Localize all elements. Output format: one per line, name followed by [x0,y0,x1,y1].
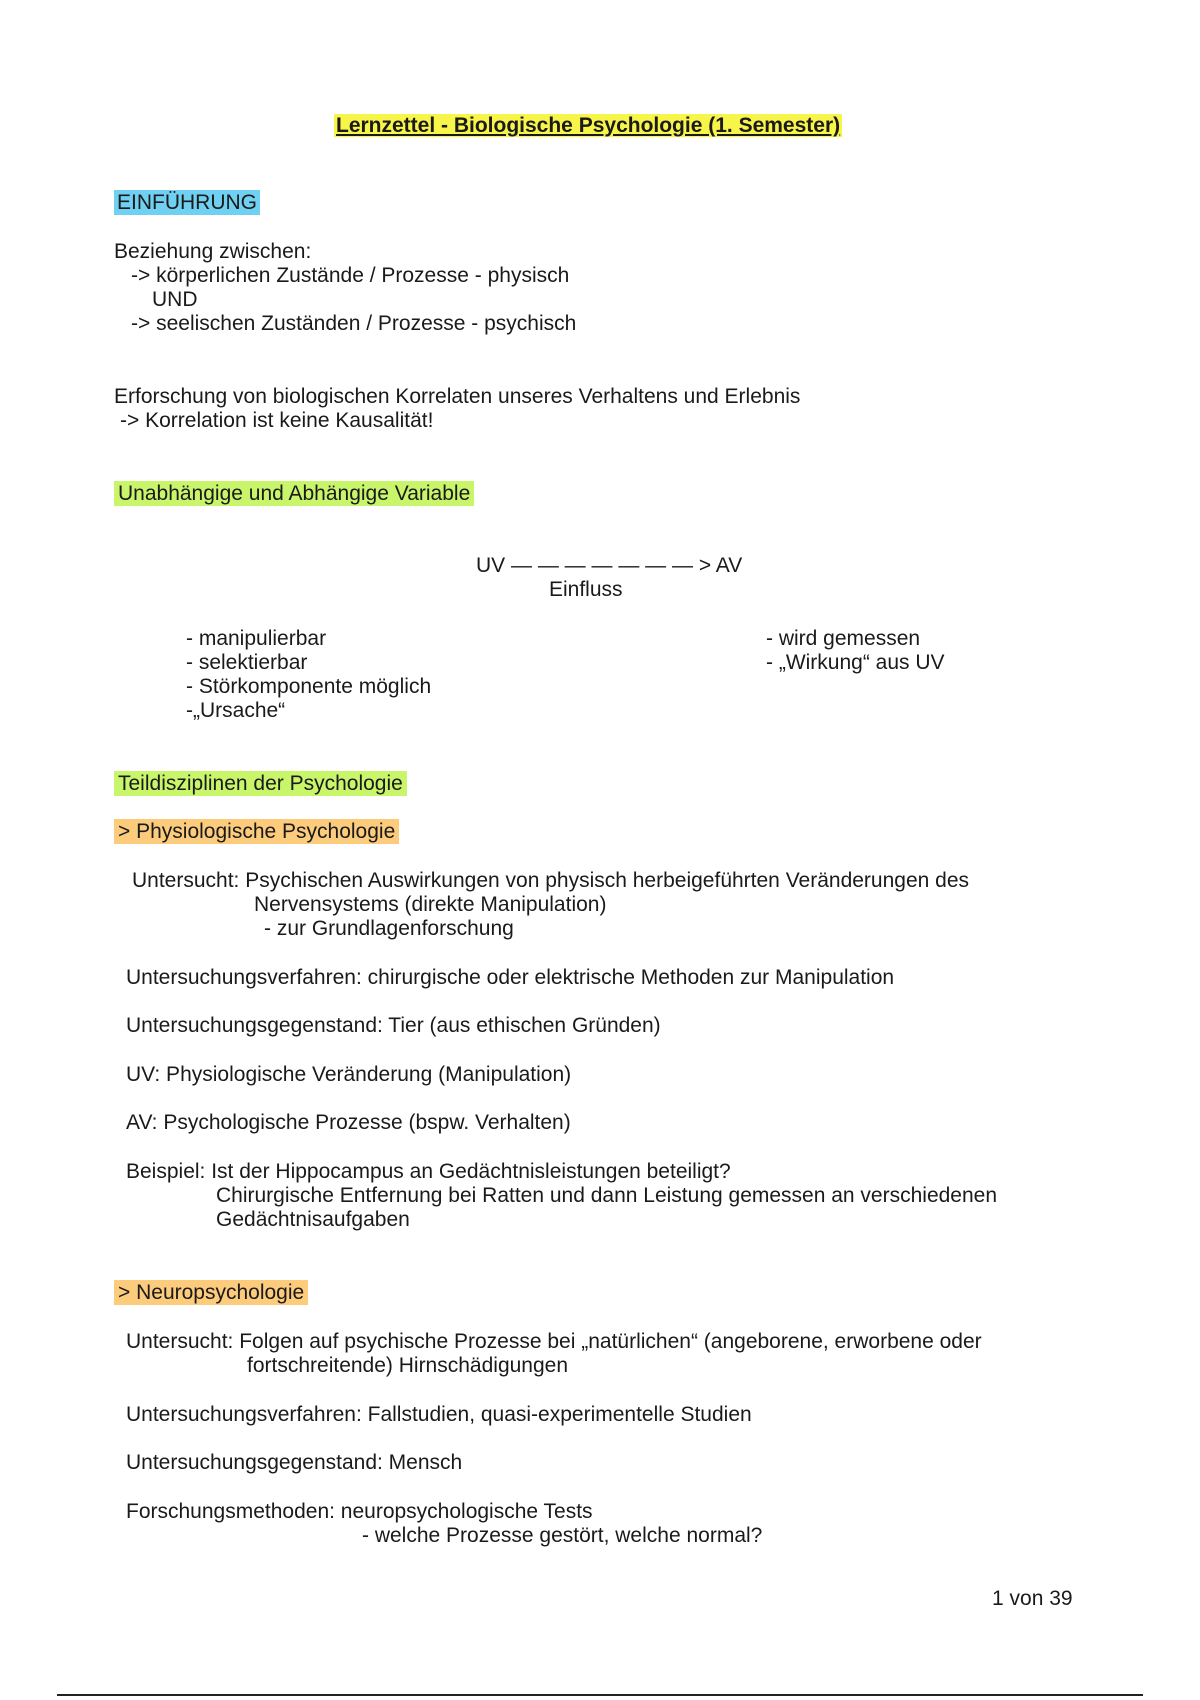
physio-line: Untersuchungsverfahren: chirurgische oder elektrische Methoden zur Manipulation [126,966,895,989]
physio-line: Gedächtnisaufgaben [216,1208,410,1231]
intro-line: UND [152,288,198,311]
physio-line: AV: Psychologische Prozesse (bspw. Verhalten) [126,1111,571,1134]
intro-line: -> körperlichen Zustände / Prozesse - physisch [131,264,570,287]
uv-item: -„Ursache“ [186,699,286,722]
subsection-heading-teildisziplinen: Teildisziplinen der Psychologie [114,771,407,796]
intro-line: Beziehung zwischen: [114,240,312,263]
physio-line: Untersucht: Psychischen Auswirkungen von physisch herbeigeführten Veränderungen des [132,869,970,892]
neuro-line: Untersucht: Folgen auf psychische Prozesse bei „natürlichen“ (angeborene, erworbene oder [126,1330,982,1353]
neuro-line: fortschreitende) Hirnschädigungen [247,1354,569,1377]
intro-line: -> seelischen Zuständen / Prozesse - psychisch [131,312,577,335]
document-title: Lernzettel - Biologische Psychologie (1. Semester) [336,114,841,137]
subsection-heading-variables: Unabhängige und Abhängige Variable [114,481,474,506]
uv-item: - selektierbar [186,651,308,674]
neuro-line: Untersuchungsverfahren: Fallstudien, quasi-experimentelle Studien [126,1403,752,1426]
topic-heading-physiologische-psychologie: > Physiologische Psychologie [114,819,399,844]
neuro-line: Forschungsmethoden: neuropsychologische Tests [126,1500,593,1523]
av-item: - wird gemessen [766,627,921,650]
section-heading-einfuehrung: EINFÜHRUNG [114,190,260,215]
footer-divider [57,1694,1143,1696]
topic-heading-neuropsychologie: > Neuropsychologie [114,1280,308,1305]
intro-line: Erforschung von biologischen Korrelaten unseres Verhaltens und Erlebnis [114,385,801,408]
physio-line: UV: Physiologische Veränderung (Manipulation) [126,1063,572,1086]
uv-item: - manipulierbar [186,627,327,650]
physio-line: Untersuchungsgegenstand: Tier (aus ethischen Gründen) [126,1014,661,1037]
neuro-line: Untersuchungsgegenstand: Mensch [126,1451,463,1474]
arrow-label: Einfluss [549,578,623,601]
uv-av-arrow: UV — — — — — — — > AV [476,554,743,577]
neuro-line: - welche Prozesse gestört, welche normal? [362,1524,763,1547]
physio-line: Beispiel: Ist der Hippocampus an Gedächtnisleistungen beteiligt? [126,1160,731,1183]
av-item: - „Wirkung“ aus UV [766,651,945,674]
physio-line: - zur Grundlagenforschung [264,917,514,940]
physio-line: Nervensystems (direkte Manipulation) [254,893,607,916]
uv-item: - Störkomponente möglich [186,675,432,698]
intro-line: -> Korrelation ist keine Kausalität! [120,409,434,432]
physio-line: Chirurgische Entfernung bei Ratten und dann Leistung gemessen an verschiedenen [216,1184,998,1207]
page-number: 1 von 39 [992,1587,1073,1610]
